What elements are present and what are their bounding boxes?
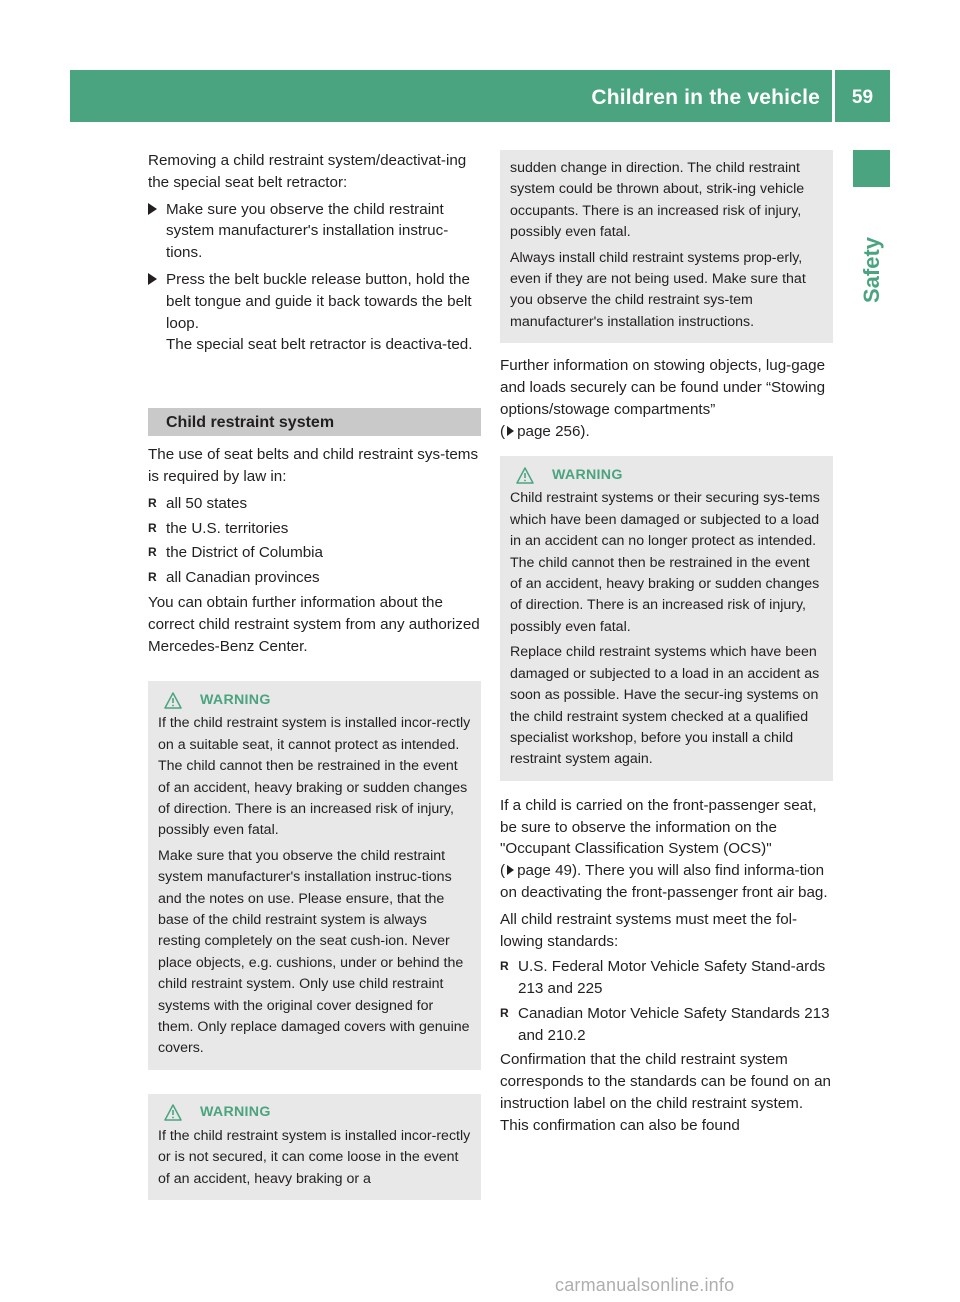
warning-triangle-icon bbox=[516, 467, 534, 484]
instruction-step bbox=[148, 199, 481, 264]
step-result: The special seat belt retractor is deactiva-ted. bbox=[166, 336, 473, 354]
page-reference-link[interactable]: page 256). bbox=[517, 422, 590, 440]
warning-label: WARNING bbox=[552, 466, 623, 483]
warning-box bbox=[148, 1094, 481, 1200]
page-header bbox=[70, 70, 890, 122]
right-column bbox=[500, 150, 833, 1137]
warning-box bbox=[148, 681, 481, 1070]
bullet-icon: R bbox=[148, 570, 157, 585]
section-tab bbox=[853, 195, 890, 345]
warning-text: Child restraint systems or their securing sys-tems which have been damaged or subjected to a load in an accident can no longer protect as intended. The child cannot then be restrained in the event of an accident, heavy braking or sudden changes of direction. There is an increased risk of injury, possibly even fatal. bbox=[510, 490, 820, 635]
list-item: R all Canadian provinces bbox=[148, 567, 481, 589]
standards-list bbox=[500, 956, 833, 1046]
left-column bbox=[148, 150, 481, 1208]
warning-text: Make sure that you observe the child restraint system manufacturer's installation instruc-tions and the notes on use. Please ensure, that the base of the child restraint system is always resting completely on the seat cush-ion. Never place objects, e.g. cushions, under or behind the child restraint system. Only use child restraint systems with the original cover designed for them. Only replace damaged covers with genuine covers. bbox=[158, 847, 470, 1057]
front-passenger-info: If a child is carried on the front-passenger seat, be sure to observe the information on the "Occupant Classification System (OCS)" ( page 49). There you will also find informa-tion on deactivating the front-passenger front air bag. bbox=[500, 796, 828, 901]
list-item: R all 50 states bbox=[148, 493, 481, 515]
confirmation-text: Confirmation that the child restraint system corresponds to the standards can be found on an instruction label on the child restraint system. This confirmation can also be found bbox=[500, 1051, 831, 1134]
list-item: R the U.S. territories bbox=[148, 518, 481, 540]
standards-intro: All child restraint systems must meet the fol-lowing standards: bbox=[500, 910, 798, 950]
warning-text: sudden change in direction. The child restraint system could be thrown about, strik-ing vehicle occupants. There is an increased risk of injury, possibly even fatal. bbox=[510, 160, 805, 241]
watermark: carmanualsonline.info bbox=[555, 1275, 735, 1295]
instruction-step bbox=[148, 269, 481, 356]
bullet-icon: R bbox=[148, 520, 157, 535]
warning-text: If the child restraint system is installed incor-rectly or is not secured, it can come loose in the event of an accident, heavy braking or a bbox=[158, 1127, 471, 1187]
warning-header bbox=[516, 464, 823, 486]
removal-intro: Removing a child restraint system/deactivat-ing the special seat belt retractor: bbox=[148, 152, 467, 191]
warning-text: Replace child restraint systems which have been damaged or subjected to a load in an accident as soon as possible. Have the secur-ing systems on the child restraint system checked at a qualified specialist workshop, before you install a child restraint system again. bbox=[510, 644, 820, 768]
warning-box-continued bbox=[500, 150, 833, 343]
warning-text: If the child restraint system is installed incor-rectly on a suitable seat, it cannot protect as intended. The child cannot then be restrained in the event of an accident, heavy braking or sudden changes of direction. There is an increased risk of injury, possibly even fatal. bbox=[158, 715, 471, 839]
list-item: R Canadian Motor Vehicle Safety Standards 213 and 210.2 bbox=[500, 1004, 830, 1044]
bullet-icon: R bbox=[500, 959, 509, 974]
page-reference-link[interactable]: page 49). There you will also find informa-tion on deactivating the front-passenger front air bag. bbox=[500, 862, 828, 901]
warning-header bbox=[164, 689, 471, 711]
section-heading: Child restraint system bbox=[148, 408, 481, 436]
law-list bbox=[148, 493, 481, 589]
page-reference-icon bbox=[507, 426, 514, 436]
warning-triangle-icon bbox=[164, 1104, 182, 1121]
section-marker bbox=[853, 150, 890, 187]
step-text: Make sure you observe the child restraint system manufacturer's installation instruc-tions. bbox=[166, 200, 449, 262]
bullet-icon: R bbox=[148, 495, 157, 510]
section-tab-label: Safety bbox=[858, 236, 884, 304]
page-reference-icon bbox=[507, 865, 514, 875]
warning-triangle-icon bbox=[164, 692, 182, 709]
warning-label: WARNING bbox=[200, 1104, 271, 1121]
warning-text: Always install child restraint systems prop-erly, even if they are not being used. Make sure that you observe the child restraint sys-tem manufacturer's installation instructions. bbox=[510, 249, 806, 330]
law-intro: The use of seat belts and child restraint sys-tems is required by law in: bbox=[148, 446, 479, 485]
warning-box bbox=[500, 456, 833, 780]
chapter-title: Children in the vehicle bbox=[591, 86, 820, 109]
page-number: 59 bbox=[851, 87, 874, 108]
bullet-icon: R bbox=[500, 1005, 509, 1020]
list-item: R U.S. Federal Motor Vehicle Safety Stand-ards 213 and 225 bbox=[500, 958, 826, 998]
step-arrow-icon bbox=[148, 273, 157, 285]
step-arrow-icon bbox=[148, 203, 157, 215]
warning-label: WARNING bbox=[200, 691, 271, 708]
warning-header bbox=[164, 1102, 471, 1124]
further-info: You can obtain further information about the correct child restraint system from any authorized Mercedes-Benz Center. bbox=[148, 593, 480, 655]
list-item: R the District of Columbia bbox=[148, 542, 481, 564]
bullet-icon: R bbox=[148, 545, 157, 560]
step-text: Press the belt buckle release button, hold the belt tongue and guide it back towards the belt loop. bbox=[166, 270, 472, 332]
stowing-info: Further information on stowing objects, lug-gage and loads securely can be found under “Stowing options/stowage compartments” ( page 256). bbox=[500, 357, 826, 440]
